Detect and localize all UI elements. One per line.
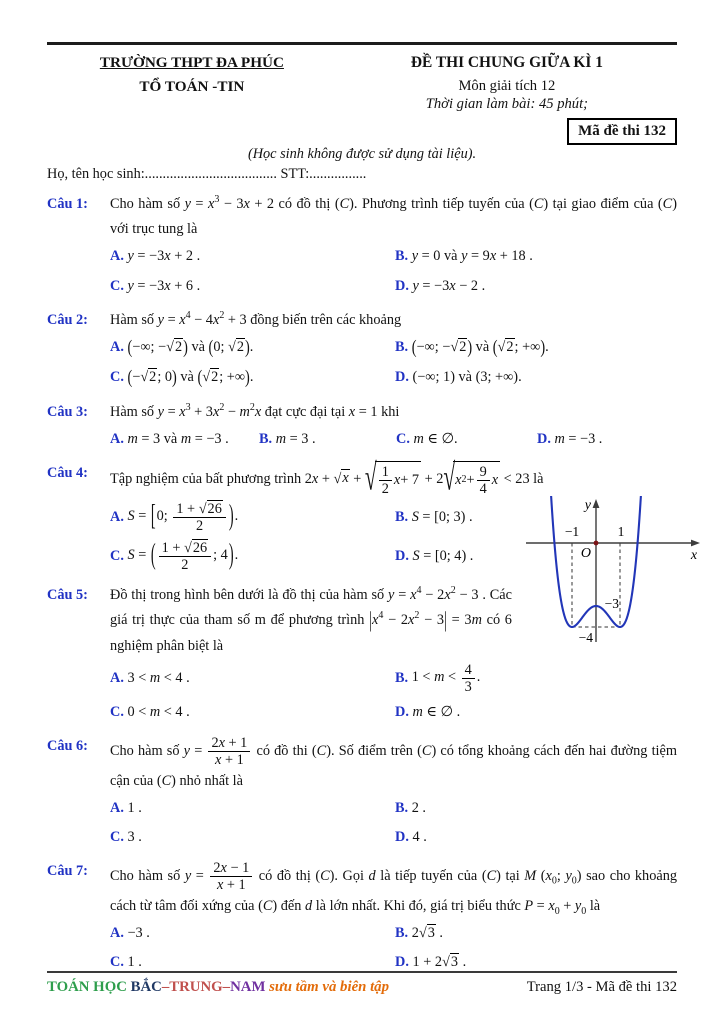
option-text: m ∈ ∅ .	[412, 703, 461, 720]
y-axis-arrow	[593, 499, 600, 508]
question-2	[47, 308, 677, 391]
origin-dot	[594, 541, 599, 546]
option-text: (−∞; 1) và (3; +∞).	[412, 369, 522, 386]
option-letter: D.	[395, 703, 409, 720]
option-letter: C.	[396, 430, 410, 447]
option-A	[110, 427, 259, 452]
option-text: m = −3 .	[554, 430, 603, 447]
school-name: TRƯỜNG THPT ĐA PHÚC	[99, 54, 284, 71]
option-letter: A.	[110, 430, 124, 447]
option-C	[396, 427, 537, 452]
option-text: 1 .	[127, 799, 142, 816]
question-label: Câu 4:	[47, 464, 88, 481]
brand-part: sưu tầm và biên tập	[269, 979, 389, 995]
option-A	[110, 666, 395, 691]
question5-figure	[504, 496, 709, 652]
brand-part: NAM	[230, 979, 270, 995]
option-letter: A.	[110, 799, 124, 816]
question-stem: Cho hàm số $y = x^3 - 3x + 2$ có đồ thị (C). Phương trình tiếp tuyến của (C) tại giao điểm của (C) với trục tung là	[110, 194, 677, 238]
options	[110, 244, 677, 298]
option-B	[259, 427, 396, 452]
option-letter: B.	[395, 669, 409, 686]
options	[110, 427, 677, 452]
option-letter: C.	[110, 368, 124, 385]
question-label: Câu 1:	[47, 196, 88, 213]
option-B	[395, 921, 677, 946]
question-label: Câu 2:	[47, 311, 88, 328]
option-letter: C.	[110, 277, 124, 294]
option-C	[110, 539, 395, 574]
option-text: S = [0; 3) .	[411, 508, 473, 525]
option-A	[110, 500, 395, 535]
y-tick-minus4: −4	[578, 630, 593, 645]
option-letter: B.	[395, 338, 409, 355]
option-letter: C.	[110, 828, 124, 845]
option-text: 3 < m < 4 .	[127, 669, 190, 686]
option-letter: D.	[537, 430, 551, 447]
y-axis-label: y	[584, 498, 591, 513]
option-letter: B.	[395, 799, 409, 816]
question-label: Câu 6:	[47, 737, 88, 754]
exam-title: ĐỀ THI CHUNG GIỮA KÌ 1	[410, 54, 603, 71]
options	[110, 661, 677, 725]
exam-code-box: Mã đề thi 132	[567, 118, 677, 145]
question-body	[110, 859, 677, 975]
graph-svg	[504, 496, 709, 652]
option-letter: D.	[395, 369, 409, 386]
option-text: 2√3 .	[411, 924, 444, 941]
option-C	[110, 274, 395, 299]
option-text: (−√2; 0) và (√2; +∞).	[127, 366, 254, 389]
option-text: m = 3 và m = −3 .	[127, 430, 229, 447]
question-3	[47, 400, 677, 452]
question-body	[110, 192, 677, 298]
header-right	[337, 50, 677, 115]
option-text: 1 .	[127, 953, 142, 970]
x-axis-label: x	[690, 548, 698, 563]
option-text: S = ( $\frac{1 + √26}{2}$ ; 4).	[127, 538, 239, 573]
x-tick-minus1: −1	[564, 524, 580, 539]
options	[110, 335, 677, 391]
option-letter: B.	[395, 924, 409, 941]
question-stem: Hàm số $y = x^4 - 4x^2 + 3$ đồng biến trên các khoảng	[110, 309, 402, 328]
option-C	[110, 700, 395, 725]
option-C	[110, 825, 395, 850]
option-D	[395, 365, 677, 390]
option-letter: D.	[395, 828, 409, 845]
option-letter: A.	[110, 924, 124, 941]
option-letter: D.	[395, 547, 409, 564]
option-text: y = −3x + 2 .	[127, 248, 201, 265]
option-letter: D.	[395, 277, 409, 294]
option-text: 2 .	[411, 799, 426, 816]
question-label: Câu 3:	[47, 403, 88, 420]
header	[47, 50, 677, 115]
question-body	[110, 400, 677, 452]
option-D	[395, 700, 677, 725]
question-stem: Hàm số $y = x^3 + 3x^2 - m^2x$ đạt cực đại tại x = 1 khi	[110, 401, 400, 420]
option-letter: A.	[110, 248, 124, 265]
footer-brand	[47, 978, 389, 997]
page-info: Trang 1/3 - Mã đề thi 132	[526, 979, 677, 995]
question-body	[110, 734, 677, 850]
footer	[47, 971, 677, 997]
question-label: Câu 5:	[47, 586, 88, 603]
option-text: −3 .	[127, 924, 150, 941]
option-text: y = 0 và y = 9x + 18 .	[411, 248, 533, 265]
exam-subject: Môn giải tích 12	[458, 77, 556, 94]
options	[110, 796, 677, 850]
brand-part: TOÁN HỌC	[47, 979, 131, 995]
option-letter: B.	[395, 248, 409, 265]
option-text: y = −3x − 2 .	[412, 277, 486, 294]
exam-duration: Thời gian làm bài: 45 phút;	[425, 96, 589, 113]
instruction-note: (Học sinh không được sử dụng tài liệu).	[247, 145, 477, 162]
option-D	[395, 274, 677, 299]
question-stem: Cho hàm số y = $\frac{2x + 1}{x + 1}$ có đồ thi (C). Số điểm trên (C) có tổng khoảng cách đến hai đường tiệm cận của (C) nhỏ nhất là	[110, 734, 677, 789]
question-6	[47, 734, 677, 850]
option-B	[395, 796, 677, 821]
top-rule	[47, 42, 677, 45]
option-text: y = −3x + 6 .	[127, 277, 201, 294]
question-stem: Tập nghiệm của bất phương trình 2x + √x + √ 1 2 x + 7 + 2 √ x 2 + 9 4 x < 23 là	[110, 456, 544, 499]
option-text: 1 < m < $\frac{4}{3}$ .	[411, 661, 481, 695]
option-letter: C.	[110, 547, 124, 564]
option-letter: A.	[110, 508, 124, 525]
option-letter: D.	[395, 953, 409, 970]
option-text: 1 + 2√3 .	[412, 953, 467, 970]
origin-label: O	[580, 546, 591, 561]
option-B	[395, 244, 677, 269]
student-name-line: Họ, tên học sinh:..................................... STT:................	[47, 165, 367, 182]
question-body	[110, 308, 677, 391]
option-text: m ∈ ∅.	[413, 430, 458, 447]
question-stem: Đồ thị trong hình bên dưới là đồ thị của hàm số $y = x^4 - 2x^2 - 3$ . Các giá trị thực của tham số m để phương trình $|x^4 - 2x^2 - 3| = 3m$ có 6 nghiệm phân biệt là	[110, 584, 513, 654]
option-text: 4 .	[412, 828, 427, 845]
brand-part: BẮC	[130, 979, 162, 995]
option-B	[395, 335, 677, 361]
brand-part: –TRUNG–	[161, 979, 231, 995]
option-text: (−∞; −√2) và (√2; +∞).	[411, 336, 549, 359]
question-1	[47, 192, 677, 298]
department-name: TỔ TOÁN -TIN	[139, 77, 245, 95]
option-text: m = 3 .	[275, 430, 316, 447]
question-stem: Cho hàm số y = $\frac{2x - 1}{x + 1}$ có đồ thị (C). Gọi d là tiếp tuyến của (C) tại M ($x_0$; $y_0$) sao cho khoảng cách từ tâm đối xứng của (C) đến d là lớn nhất. Khi đó, giá trị biểu thức $P = x_0 + y_0$ là	[110, 859, 678, 917]
option-letter: B.	[259, 430, 273, 447]
option-A	[110, 244, 395, 269]
option-text: 0 < m < 4 .	[127, 703, 190, 720]
option-C	[110, 365, 395, 391]
y-tick-minus3: −3	[604, 596, 619, 611]
option-text: (−∞; −√2) và (0; √2).	[127, 336, 254, 359]
option-text: S = [0; 4) .	[412, 547, 474, 564]
option-letter: C.	[110, 703, 124, 720]
option-B	[395, 661, 677, 696]
exam-code-row	[47, 118, 677, 146]
x-axis-arrow	[691, 540, 700, 547]
question-label: Câu 7:	[47, 862, 88, 879]
option-text: S = [0; $\frac{1 + √26}{2}$ ).	[127, 499, 239, 534]
option-A	[110, 921, 395, 946]
option-D	[537, 427, 677, 452]
option-D	[395, 825, 677, 850]
option-text: 3 .	[127, 828, 142, 845]
options	[110, 921, 677, 975]
option-A	[110, 796, 395, 821]
header-left	[47, 50, 337, 115]
option-letter: A.	[110, 669, 124, 686]
option-A	[110, 335, 395, 361]
x-tick-plus1: 1	[617, 524, 625, 539]
option-letter: A.	[110, 338, 124, 355]
question-7	[47, 859, 677, 975]
option-letter: C.	[110, 953, 124, 970]
option-letter: B.	[395, 508, 409, 525]
